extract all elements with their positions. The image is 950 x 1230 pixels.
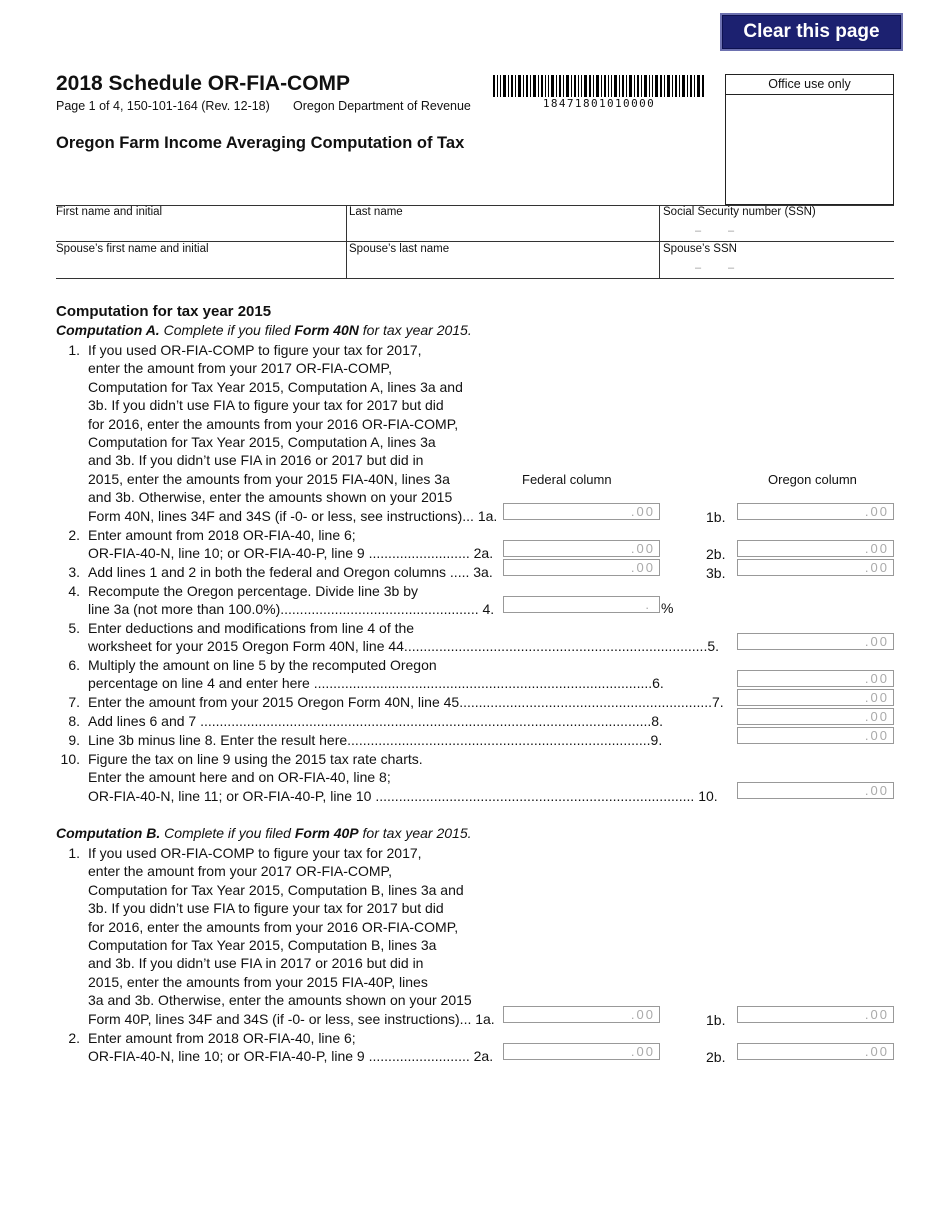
line-number: 7.	[68, 694, 80, 710]
b-line-1a-input[interactable]: .00	[503, 1006, 660, 1023]
barcode	[493, 75, 705, 97]
barcode-number: 18471801010000	[542, 97, 656, 110]
a-line-1b-input[interactable]: .00	[737, 503, 894, 520]
line-ref: 2b.	[706, 1049, 726, 1065]
line-ref: 3b.	[706, 565, 726, 581]
ssn-field[interactable]: Social Security number (SSN)	[663, 206, 816, 218]
comp-a-line-5: Enter deductions and modifications from line 4 of the worksheet for your 2015 Oregon Form 40N, line 44..............................................................................5.	[88, 620, 720, 655]
a-line-4-percent-input[interactable]: .	[503, 596, 660, 613]
line-ref: 1b.	[706, 509, 726, 525]
comp-a-line-8: Add lines 6 and 7 ....................................................................................................................8.	[88, 713, 663, 729]
a-line-9-input[interactable]: .00	[737, 727, 894, 744]
b-line-2a-input[interactable]: .00	[503, 1043, 660, 1060]
comp-b-line-2: Enter amount from 2018 OR-FIA-40, line 6; OR-FIA-40-N, line 10; or OR-FIA-40-P, line 9 .......................... 2a.	[88, 1030, 494, 1065]
line-number: 3.	[68, 564, 80, 580]
spouse-ssn-field[interactable]: Spouse’s SSN	[663, 243, 737, 255]
percent-sign: %	[661, 600, 674, 616]
comp-b-line-1: If you used OR-FIA-COMP to figure your tax for 2017, enter the amount from your 2017 OR-FIA-COMP, Computation for Tax Year 2015, Computation B, lines 3a and 3b. If you didn’t use FIA to figure your tax for 2017 but did for 2016, enter the amounts from your 2016 OR-FIA-COMP, Computation for Tax Year 2015, Computation B, lines 3a and 3b. If you didn’t use FIA in 2017 or 2016 but did in 2015, enter the amounts from your 2015 FIA-40P, lines 3a and 3b. Otherwise, enter the amounts shown on your 2015 Form 40P, lines 34F and 34S (if -0- or less, see instructions)... 1a.	[88, 845, 495, 1027]
line-number: 9.	[68, 732, 80, 748]
comp-a-line-1: If you used OR-FIA-COMP to figure your tax for 2017, enter the amount from your 2017 OR-FIA-COMP, Computation for Tax Year 2015, Computation A, lines 3a and 3b. If you didn’t use FIA to figure your tax for 2017 but did for 2016, enter the amounts from your 2016 OR-FIA-COMP, Computation for Tax Year 2015, Computation A, lines 3a and 3b. If you didn’t use FIA in 2016 or 2017 but did in 2015, enter the amounts from your 2015 FIA-40N, lines 3a and 3b. Otherwise, enter the amounts shown on your 2015 Form 40N, lines 34F and 34S (if -0- or less, see instructions)... 1a.	[88, 342, 498, 524]
divider	[659, 205, 660, 278]
computation-b-heading: Computation B. Complete if you filed Form 40P for tax year 2015.	[56, 825, 472, 841]
divider	[56, 241, 894, 242]
oregon-column-header: Oregon column	[768, 472, 857, 487]
comp-a-line-3: Add lines 1 and 2 in both the federal and Oregon columns ..... 3a.	[88, 564, 493, 580]
ssn-separator: –	[728, 225, 735, 237]
office-use-label: Office use only	[726, 75, 893, 95]
clear-page-button[interactable]: Clear this page	[720, 13, 903, 51]
comp-a-line-2: Enter amount from 2018 OR-FIA-40, line 6; OR-FIA-40-N, line 10; or OR-FIA-40-P, line 9 .......................... 2a.	[88, 527, 494, 562]
line-number: 6.	[68, 657, 80, 673]
agency-name: Oregon Department of Revenue	[293, 99, 471, 113]
computation-a-heading: Computation A. Complete if you filed Form 40N for tax year 2015.	[56, 322, 472, 338]
a-line-5-input[interactable]: .00	[737, 633, 894, 650]
comp-a-line-4: Recompute the Oregon percentage. Divide line 3b by line 3a (not more than 100.0%)................................................... 4.	[88, 583, 495, 618]
a-line-7-input[interactable]: .00	[737, 689, 894, 706]
line-number: 10.	[60, 751, 80, 767]
ssn-separator: –	[695, 262, 702, 274]
first-name-field[interactable]: First name and initial	[56, 206, 163, 218]
a-line-2a-input[interactable]: .00	[503, 540, 660, 557]
a-line-3b-input[interactable]: .00	[737, 559, 894, 576]
comp-a-line-10: Figure the tax on line 9 using the 2015 tax rate charts. Enter the amount here and on OR-FIA-40, line 8; OR-FIA-40-N, line 11; or OR-FIA-40-P, line 10 .................................................................................. 10.	[88, 751, 718, 804]
line-ref: 2b.	[706, 546, 726, 562]
b-line-1b-input[interactable]: .00	[737, 1006, 894, 1023]
last-name-field[interactable]: Last name	[349, 206, 403, 218]
section-title: Computation for tax year 2015	[56, 303, 272, 320]
a-line-6-input[interactable]: .00	[737, 670, 894, 687]
a-line-2b-input[interactable]: .00	[737, 540, 894, 557]
spouse-last-name-field[interactable]: Spouse’s last name	[349, 243, 450, 255]
federal-column-header: Federal column	[522, 472, 612, 487]
spouse-first-name-field[interactable]: Spouse’s first name and initial	[56, 243, 209, 255]
a-line-1a-input[interactable]: .00	[503, 503, 660, 520]
line-ref: 1b.	[706, 1012, 726, 1028]
ssn-separator: –	[728, 262, 735, 274]
line-number: 1.	[68, 342, 80, 358]
ssn-separator: –	[695, 225, 702, 237]
divider	[56, 278, 894, 279]
form-subtitle: Oregon Farm Income Averaging Computation of Tax	[56, 134, 465, 152]
page-info: Page 1 of 4, 150-101-164 (Rev. 12-18)	[56, 99, 270, 113]
form-title: 2018 Schedule OR-FIA-COMP	[56, 72, 351, 95]
line-number: 2.	[68, 527, 80, 543]
b-line-2b-input[interactable]: .00	[737, 1043, 894, 1060]
line-number: 1.	[68, 845, 80, 861]
a-line-10-input[interactable]: .00	[737, 782, 894, 799]
a-line-8-input[interactable]: .00	[737, 708, 894, 725]
office-use-box	[725, 74, 894, 205]
line-number: 8.	[68, 713, 80, 729]
comp-a-line-9: Line 3b minus line 8. Enter the result here..............................................................................9.	[88, 732, 663, 748]
a-line-3a-input[interactable]: .00	[503, 559, 660, 576]
comp-a-line-6: Multiply the amount on line 5 by the recomputed Oregon percentage on line 4 and enter here .......................................................................................6.	[88, 657, 664, 692]
line-number: 5.	[68, 620, 80, 636]
line-number: 4.	[68, 583, 80, 599]
comp-a-line-7: Enter the amount from your 2015 Oregon Form 40N, line 45.................................................................7.	[88, 694, 724, 710]
line-number: 2.	[68, 1030, 80, 1046]
divider	[346, 205, 347, 278]
